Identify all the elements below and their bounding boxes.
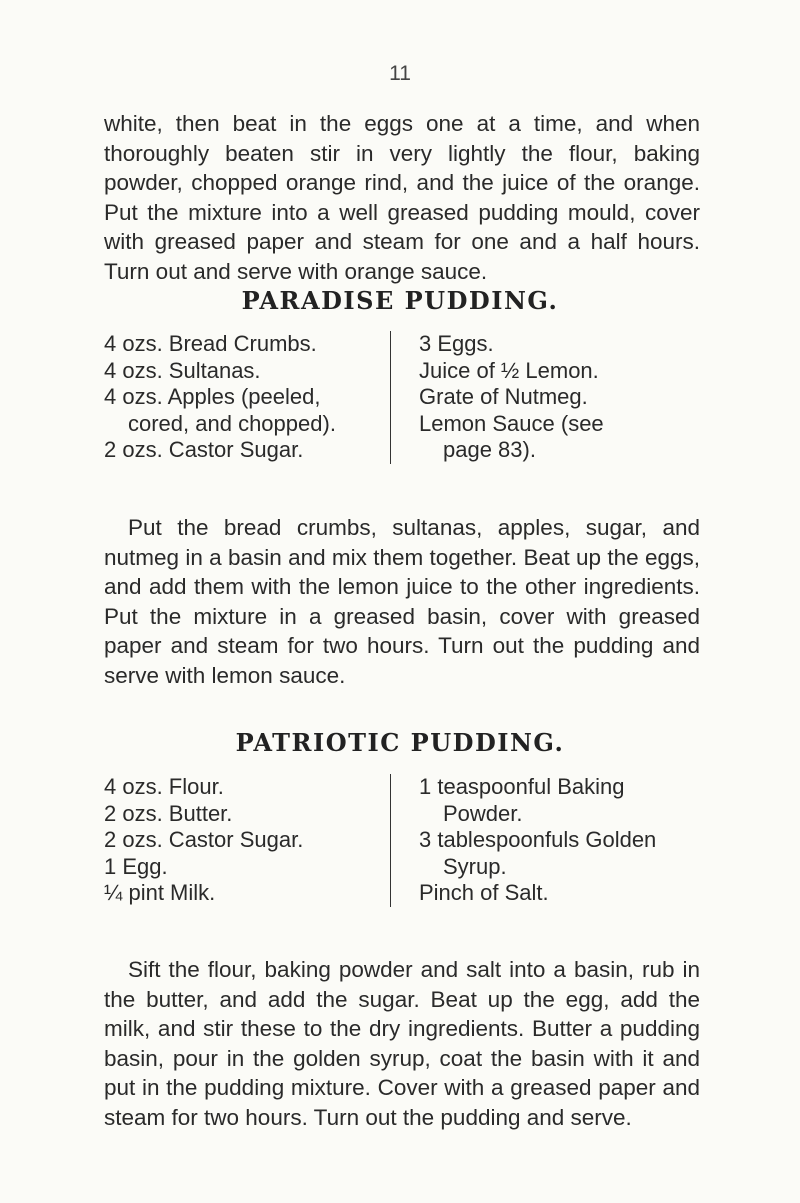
ingredient-line: 1 Egg. [104,853,168,879]
page-number: 11 [389,62,411,85]
ingredient-line: 2 ozs. Butter. [104,800,233,826]
ingredient-line: ¼ pint Milk. [104,880,216,905]
ingredient-line: 4 ozs. Flour. [104,774,224,799]
ingredients-right-column [390,774,656,907]
recipe-method-paradise: Put the bread crumbs, sultanas, apples, sugar, and nutmeg in a basin and mix them together. Beat up the eggs, and add them with the lemon juice to the other ingredients. Put the mixture in a greased basin, cover with greased paper and steam for two hours. Turn out the pudding and serve with lemon sauce. [104,515,700,688]
ingredient-line: 4 ozs. Sultanas. [104,357,261,383]
recipe-title-paradise: PARADISE PUDDING. [241,286,559,315]
ingredients-table-paradise [104,331,704,464]
ingredient-line: page 83). [443,437,536,462]
ingredient-line: 2 ozs. Castor Sugar. [104,437,304,462]
ingredient-line: 2 ozs. Castor Sugar. [104,827,304,852]
ingredient-line: 3 tablespoonfuls Golden [419,827,657,852]
ingredient-line: Syrup. [443,853,507,879]
intro-paragraph: white, then beat in the eggs one at a time, and when thoroughly beaten stir in very lightly the flour, baking powder, chopped orange rind, and the juice of the orange. Put the mixture into a well greased pudding mould, cover with greased paper and steam for one and a half hours. Turn out and serve with orange sauce. [104,111,700,284]
ingredient-line: 3 Eggs. [419,331,494,356]
ingredient-line: cored, and chopped). [128,410,336,436]
recipe-method-patriotic: Sift the flour, baking powder and salt into a basin, rub in the butter, and add the sugar. Beat up the egg, add the milk, and stir these to the dry ingredients. Butter a pudding basin, pour in the golden syrup, coat the basin with it and put in the pudding mixture. Cover with a greased paper and steam for two hours. Turn out the pudding and serve. [104,957,700,1130]
ingredient-line: Grate of Nutmeg. [419,384,588,409]
ingredients-table-patriotic [104,774,704,907]
ingredients-right-column [390,331,604,464]
ingredients-left-column [104,774,390,907]
ingredient-line: Pinch of Salt. [419,880,549,905]
recipe-title-patriotic: PATRIOTIC PUDDING. [235,728,565,757]
ingredients-left-column [104,331,390,464]
ingredient-line: Lemon Sauce (see [419,410,604,436]
ingredient-line: 4 ozs. Bread Crumbs. [104,331,317,356]
ingredient-line: 1 teaspoonful Baking [419,774,625,799]
ingredient-line: 4 ozs. Apples (peeled, [104,384,321,409]
ingredient-line: Powder. [443,800,523,826]
ingredient-line: Juice of ½ Lemon. [419,357,599,383]
